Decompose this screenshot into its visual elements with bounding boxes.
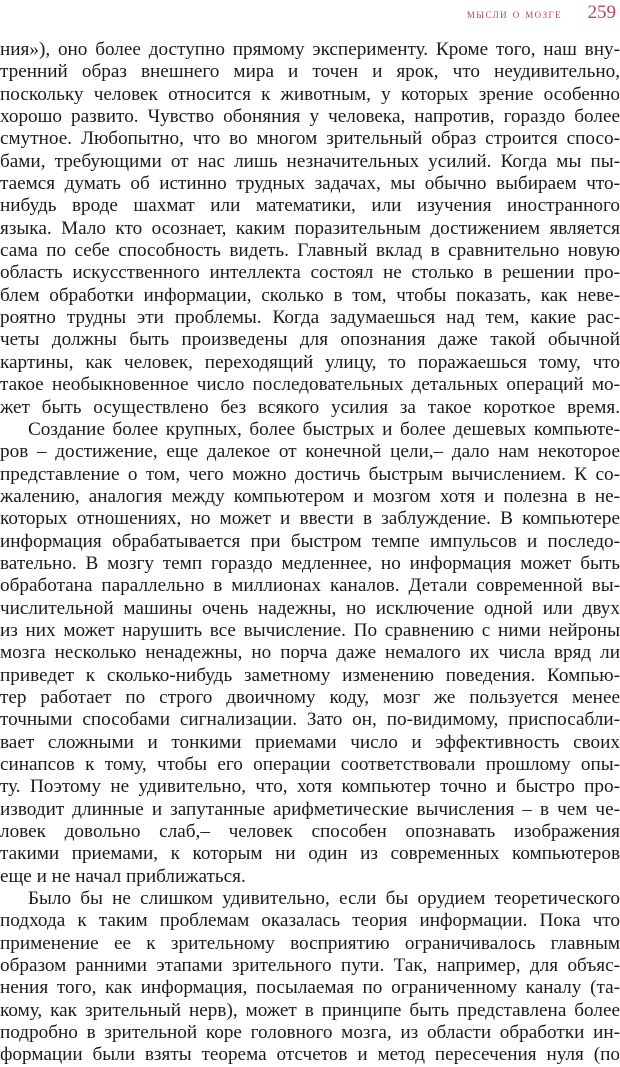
text-line: бами, требующими от нас лишь незначительных усилий. Когда мы пы- bbox=[0, 150, 620, 172]
text-line: точными способами сигнализации. Зато он, по-видимому, приспосабли- bbox=[0, 709, 620, 731]
text-line: образом ранними этапами зрительного пути. Так, например, для объяс- bbox=[0, 955, 620, 977]
text-line: вает сложными и тонкими приемами число и эффективность своих bbox=[0, 731, 620, 753]
text-line: ров – достижение, еще далекое от конечной цели,– дало нам некоторое bbox=[0, 441, 620, 463]
text-line: нибудь вроде шахмат или математики, или изучения иностранного bbox=[0, 195, 620, 217]
text-line: из них может нарушить все вычисление. По сравнению с ними нейроны bbox=[0, 619, 620, 641]
text-line: изводит длинные и запутанные арифметические вычисления – в чем че- bbox=[0, 798, 620, 820]
text-line: хорошо развито. Чувство обоняния у человека, напротив, гораздо более bbox=[0, 106, 620, 128]
page-header bbox=[0, 2, 620, 28]
text-line: числительной машины очень надежны, но исключение одной или двух bbox=[0, 597, 620, 619]
text-line: тер работает по строго двоичному коду, мозг же пользуется менее bbox=[0, 686, 620, 708]
text-line: синапсов к тому, чтобы его операции соответствовали прошлому опы- bbox=[0, 754, 620, 775]
text-line: кому, как зрительный нерв), может в принципе быть представлена более bbox=[0, 999, 620, 1021]
text-line: ту. Поэтому не удивительно, что, хотя компьютер точно и быстро про- bbox=[0, 776, 620, 798]
text-line: Было бы не слишком удивительно, если бы орудием теоретического bbox=[28, 888, 620, 910]
text-line: картины, как человек, переходящий улицу, то поражаешься тому, что bbox=[0, 351, 620, 373]
text-line: жалению, аналогия между компьютером и мозгом хотя и полезна в не- bbox=[0, 485, 620, 507]
text-line: жет быть осуществлено без всякого усилия за такое короткое время. bbox=[0, 396, 620, 418]
text-line: формации были взяты теорема отсчетов и метод пересечения нуля (по bbox=[0, 1044, 620, 1066]
text-line: Создание более крупных, более быстрых и более дешевых компьюте- bbox=[28, 418, 620, 440]
text-line: блем обработки информации, сколько в том, чтобы показать, как неве- bbox=[0, 284, 620, 306]
text-line: ния»), оно более доступно прямому эксперименту. Кроме того, наш вну- bbox=[0, 39, 620, 60]
page-body bbox=[0, 39, 620, 1067]
text-line: нения того, как информация, посылаемая по ограниченному каналу (та- bbox=[0, 977, 620, 999]
text-line: подробно в зрительной коре головного мозга, из области обработки ин- bbox=[0, 1022, 620, 1044]
text-line: применение ее к зрительному восприятию ограничивалось главным bbox=[0, 932, 620, 954]
text-line: языка. Мало кто осознает, каким поразительным достижением является bbox=[0, 217, 620, 239]
text-line: обработана параллельно в миллионах каналов. Детали современной вы- bbox=[0, 575, 620, 597]
text-line: представление о том, чего можно достичь быстрым вычислением. К со- bbox=[0, 463, 620, 485]
text-line: еще и не начал приближаться. bbox=[0, 865, 246, 887]
text-line: смутное. Любопытно, что во многом зрительный образ строится спосо- bbox=[0, 128, 620, 150]
text-line: такое необыкновенное число последовательных детальных операций мо- bbox=[0, 374, 620, 396]
text-line: вательно. В мозгу темп гораздо медленнее, но информация может быть bbox=[0, 552, 620, 574]
text-line: четы должны быть произведены для опознания даже такой обычной bbox=[0, 329, 620, 351]
text-line: приведет к сколько-нибудь заметному изменению поведения. Компью- bbox=[0, 664, 620, 686]
text-line: поскольку человек относится к животным, у которых зрение особенно bbox=[0, 83, 620, 105]
page-number: 259 bbox=[587, 2, 616, 23]
text-line: подхода к таким проблемам оказалась теория информации. Пока что bbox=[0, 910, 620, 932]
text-line: которых отношениях, но может и ввести в заблуждение. В компьютере bbox=[0, 508, 620, 530]
running-head: мысли о мозге bbox=[466, 6, 562, 21]
text-line: такими приемами, к которым ни один из современных компьютеров bbox=[0, 843, 620, 865]
text-line: информация обрабатывается при быстром темпе импульсов и последо- bbox=[0, 530, 620, 552]
text-line: таемся думать об истинно трудных задачах, мы обычно выбираем что- bbox=[0, 173, 620, 195]
text-line: ловек довольно слаб,– человек способен опознавать изображения bbox=[0, 821, 620, 843]
text-line: роятно трудны эти проблемы. Когда задумаешься над тем, какие рас- bbox=[0, 307, 620, 329]
text-line: область искусственного интеллекта состоял не столько в решении про- bbox=[0, 262, 620, 284]
text-line: мозга несколько ненадежны, но порча даже немалого их числа вряд ли bbox=[0, 642, 620, 664]
text-line: сама по себе способность видеть. Главный вклад в сравнительно новую bbox=[0, 240, 620, 262]
text-line: тренний образ внешнего мира и точен и ярок, что неудивительно, bbox=[0, 61, 620, 83]
